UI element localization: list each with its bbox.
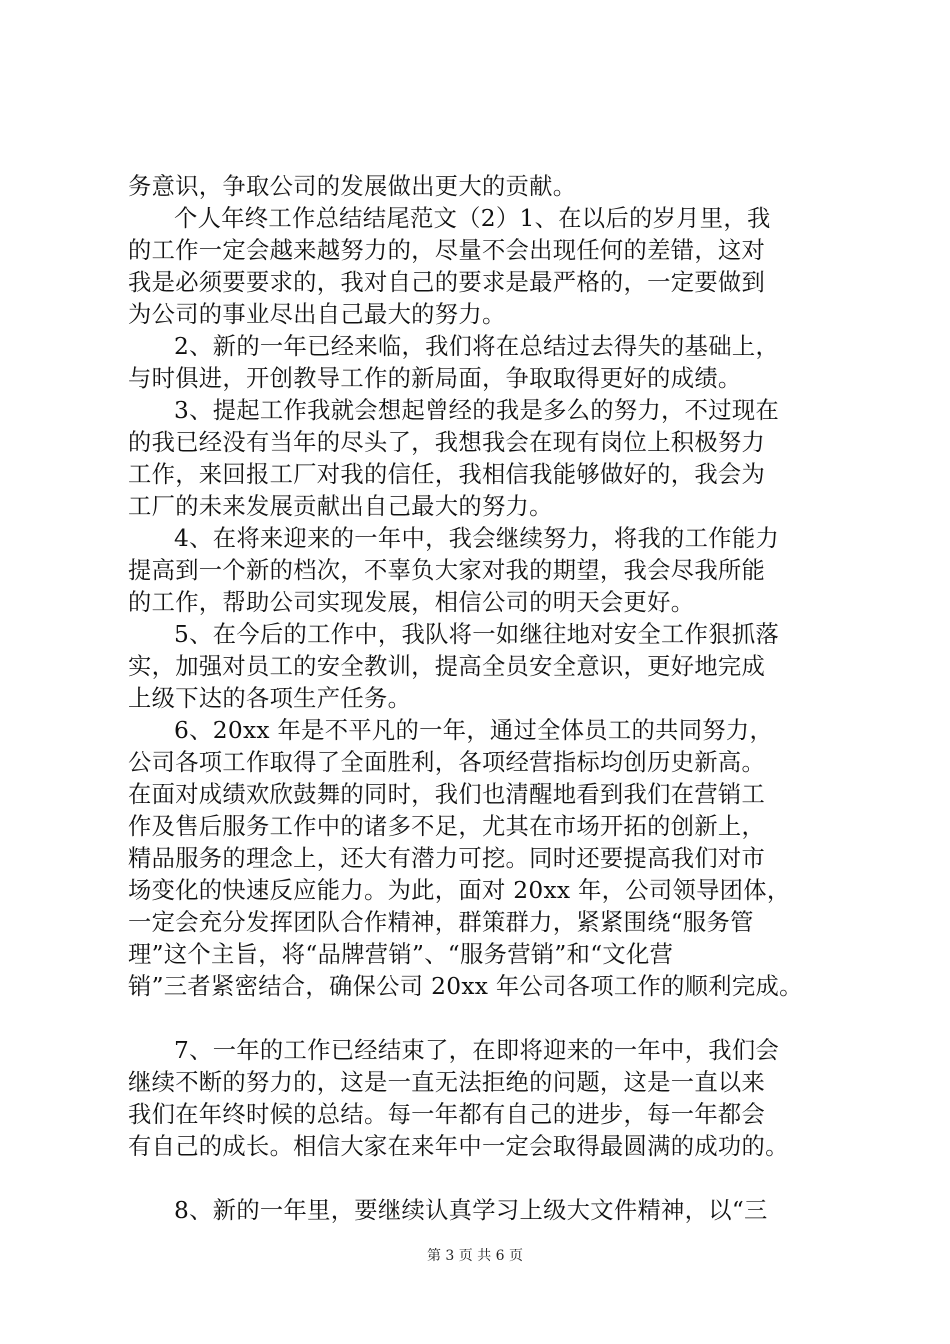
text-line: 的我已经没有当年的尽头了，我想我会在现有岗位上积极努力 <box>128 429 766 456</box>
text-line: 与时俱进，开创教导工作的新局面，争取取得更好的成绩。 <box>128 365 742 392</box>
text-line: 为公司的事业尽出自己最大的努力。 <box>128 301 506 328</box>
paragraph-spacer <box>128 1163 828 1195</box>
text-line: 有自己的成长。相信大家在来年中一定会取得最圆满的成功的。 <box>128 1133 789 1160</box>
text-line: 一定会充分发挥团队合作精神，群策群力，紧紧围绕“服务管 <box>128 909 754 936</box>
text-line: 上级下达的各项生产任务。 <box>128 685 412 712</box>
text-line: 在面对成绩欢欣鼓舞的同时，我们也清醒地看到我们在营销工 <box>128 781 766 808</box>
text-line: 7、一年的工作已经结束了，在即将迎来的一年中，我们会 <box>174 1037 780 1064</box>
paragraph <box>128 619 828 715</box>
text-line: 理”这个主旨，将“品牌营销”、“服务营销”和“文化营 <box>128 941 674 968</box>
text-line: 5、在今后的工作中，我队将一如继往地对安全工作狠抓落 <box>174 621 780 648</box>
text-line: 精品服务的理念上，还大有潜力可挖。同时还要提高我们对市 <box>128 845 766 872</box>
paragraph <box>128 1195 828 1227</box>
text-line: 我是必须要要求的，我对自己的要求是最严格的，一定要做到 <box>128 269 766 296</box>
text-line: 务意识，争取公司的发展做出更大的贡献。 <box>128 173 577 200</box>
text-line: 继续不断的努力的，这是一直无法拒绝的问题，这是一直以来 <box>128 1069 766 1096</box>
text-line: 销”三者紧密结合，确保公司 20xx 年公司各项工作的顺利完成。 <box>128 973 803 1000</box>
text-line: 我们在年终时候的总结。每一年都有自己的进步，每一年都会 <box>128 1101 766 1128</box>
text-line: 个人年终工作总结结尾范文（2）1、在以后的岁月里，我 <box>174 205 771 232</box>
text-line: 公司各项工作取得了全面胜利，各项经营指标均创历史新高。 <box>128 749 766 776</box>
text-line: 的工作，帮助公司实现发展，相信公司的明天会更好。 <box>128 589 695 616</box>
text-line: 2、新的一年已经来临，我们将在总结过去得失的基础上， <box>174 333 780 360</box>
text-line: 工作，来回报工厂对我的信任，我相信我能够做好的，我会为 <box>128 461 766 488</box>
paragraph <box>128 523 828 619</box>
paragraph <box>128 171 828 203</box>
paragraph <box>128 715 828 1003</box>
text-line: 工厂的未来发展贡献出自己最大的努力。 <box>128 493 553 520</box>
text-line: 8、新的一年里，要继续认真学习上级大文件精神，以“三 <box>174 1197 768 1224</box>
paragraph <box>128 1035 828 1163</box>
text-line: 作及售后服务工作中的诸多不足，尤其在市场开拓的创新上， <box>128 813 766 840</box>
paragraph <box>128 395 828 523</box>
text-line: 3、提起工作我就会想起曾经的我是多么的努力，不过现在 <box>174 397 780 424</box>
document-body <box>128 171 828 1227</box>
paragraph <box>128 331 828 395</box>
text-line: 实，加强对员工的安全教训，提高全员安全意识，更好地完成 <box>128 653 766 680</box>
paragraph <box>128 203 828 331</box>
text-line: 4、在将来迎来的一年中，我会继续努力，将我的工作能力 <box>174 525 780 552</box>
page-footer: 第 3 页 共 6 页 <box>426 1248 524 1264</box>
text-line: 6、20xx 年是不平凡的一年，通过全体员工的共同努力， <box>174 717 774 744</box>
text-line: 提高到一个新的档次，不辜负大家对我的期望，我会尽我所能 <box>128 557 766 584</box>
text-line: 场变化的快速反应能力。为此，面对 20xx 年，公司领导团体， <box>128 877 791 904</box>
text-line: 的工作一定会越来越努力的，尽量不会出现任何的差错，这对 <box>128 237 766 264</box>
paragraph-spacer <box>128 1003 828 1035</box>
